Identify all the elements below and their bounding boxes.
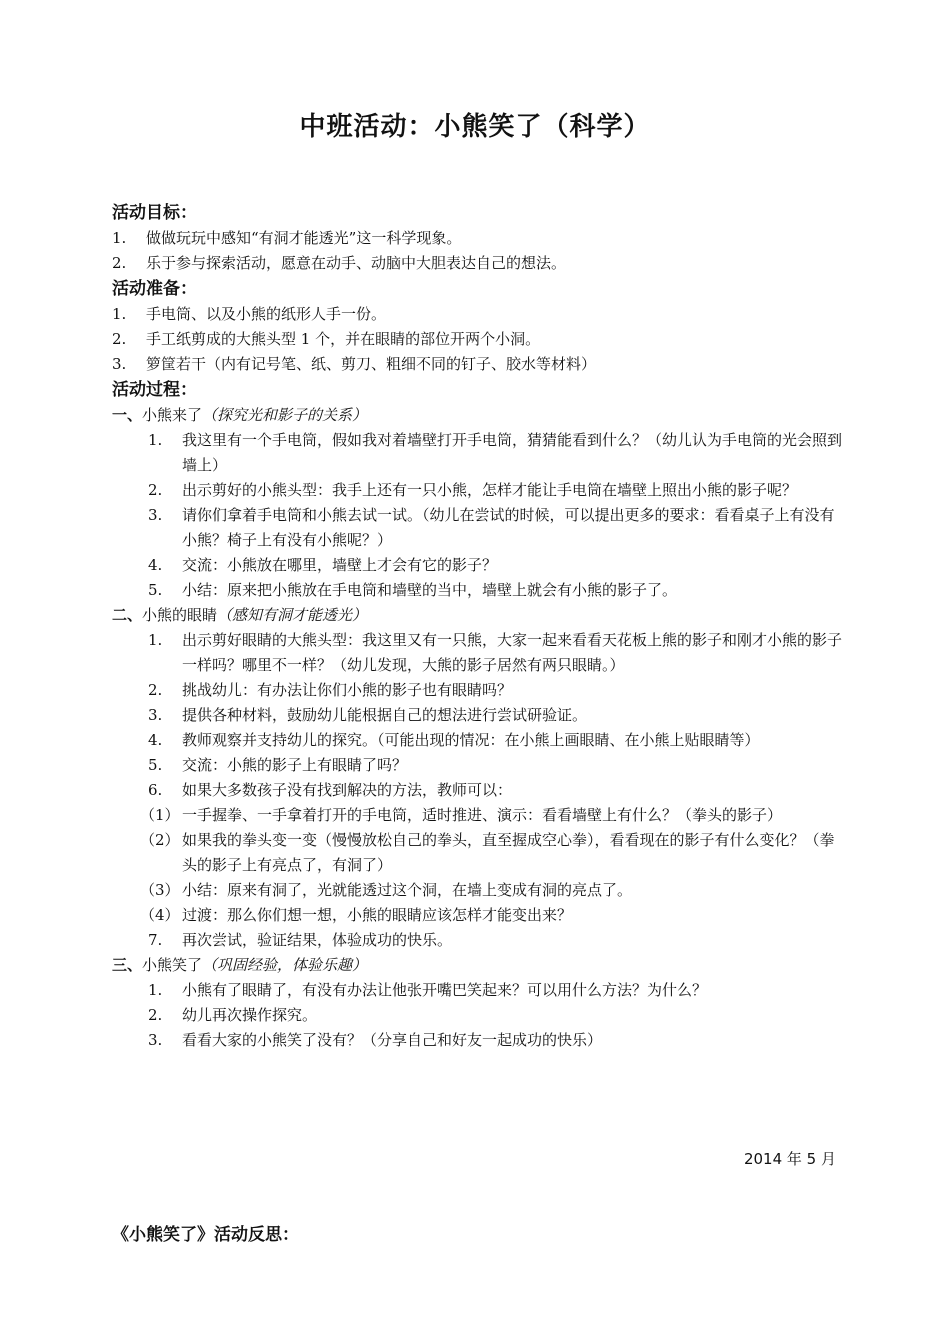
sub-list-item: [112, 828, 842, 878]
list-item-number: 5.: [148, 581, 163, 599]
prep-item-text: 手电筒、以及小熊的纸形人手一份。: [146, 305, 387, 323]
list-item: [112, 978, 842, 1003]
list-item: [112, 778, 842, 803]
list-item-number: 5.: [148, 756, 163, 774]
prep-item-number: 1.: [112, 305, 127, 323]
list-item-number: 1.: [148, 431, 163, 449]
prep-heading: 活动准备：: [112, 279, 197, 299]
document-body: [112, 200, 842, 1053]
prep-item-text: 箩筐若干（内有记号笔、纸、剪刀、粗细不同的钉子、胶水等材料）: [146, 355, 597, 373]
goal-item-number: 2.: [112, 254, 127, 272]
list-item-text: 提供各种材料，鼓励幼儿能根据自己的想法进行尝试研验证。: [182, 706, 588, 724]
list-item-number: 3.: [148, 706, 163, 724]
list-item: [112, 928, 842, 953]
prep-item-number: 3.: [112, 355, 127, 373]
sub-list-item-text: 过渡：那么你们想一想，小熊的眼睛应该怎样才能变出来？: [182, 906, 573, 924]
list-item: [112, 628, 842, 678]
list-item: [112, 1028, 842, 1053]
section-heading: [112, 603, 842, 628]
section-prefix: 一、: [112, 406, 143, 424]
list-item: [112, 728, 842, 753]
list-item: [112, 1003, 842, 1028]
prep-item: [112, 302, 842, 327]
section-hint: （探究光和影子的关系）: [202, 406, 368, 424]
section-prefix: 二、: [112, 606, 143, 624]
sub-list-item-text: 一手握拳、一手拿着打开的手电筒，适时推进、演示：看看墙壁上有什么？（拳头的影子）: [182, 806, 783, 824]
list-item-text: 小结：原来把小熊放在手电筒和墙壁的当中，墙壁上就会有小熊的影子了。: [182, 581, 678, 599]
list-item-text: 出示剪好的小熊头型：我手上还有一只小熊，怎样才能让手电筒在墙壁上照出小熊的影子呢？: [182, 481, 798, 499]
list-item-text: 出示剪好眼睛的大熊头型：我这里又有一只熊，大家一起来看看天花板上熊的影子和刚才小熊的影子一样吗？哪里不一样？（幼儿发现，大熊的影子居然有两只眼睛。）: [182, 631, 843, 674]
list-item-text: 看看大家的小熊笑了没有？（分享自己和好友一起成功的快乐）: [182, 1031, 603, 1049]
list-item-text: 幼儿再次操作探究。: [182, 1006, 318, 1024]
list-item: [112, 503, 842, 553]
section-title: 小熊笑了: [142, 956, 203, 974]
list-item: [112, 678, 842, 703]
prep-item: [112, 327, 842, 352]
sub-list-item-number: （1）: [140, 806, 180, 824]
list-item-number: 3.: [148, 1031, 163, 1049]
list-item-text: 挑战幼儿：有办法让你们小熊的影子也有眼睛吗？: [182, 681, 513, 699]
section-title: 小熊来了: [142, 406, 203, 424]
list-item-text: 交流：小熊的影子上有眼睛了吗？: [182, 756, 408, 774]
list-item-number: 4.: [148, 731, 163, 749]
list-item-number: 3.: [148, 506, 163, 524]
sub-list-item: [112, 803, 842, 828]
list-item: [112, 428, 842, 478]
list-item: [112, 753, 842, 778]
sub-list-item-number: （3）: [140, 881, 180, 899]
section-prefix: 三、: [112, 956, 143, 974]
page-title: 中班活动：小熊笑了（科学）: [299, 112, 651, 142]
process-heading: 活动过程：: [112, 380, 197, 400]
list-item-number: 1.: [148, 631, 163, 649]
section-heading: [112, 403, 842, 428]
list-item-text: 请你们拿着手电筒和小熊去试一试。（幼儿在尝试的时候，可以提出更多的要求：看看桌子上有没有小熊？椅子上有没有小熊呢？）: [182, 506, 835, 549]
sub-list-item-number: （4）: [140, 906, 180, 924]
goal-item-text: 乐于参与探索活动，愿意在动手、动脑中大胆表达自己的想法。: [146, 254, 567, 272]
prep-item-text: 手工纸剪成的大熊头型 1 个，并在眼睛的部位开两个小洞。: [146, 330, 541, 348]
document-date: 2014 年 5 月: [743, 1150, 836, 1168]
list-item: [112, 478, 842, 503]
sub-list-item: [112, 903, 842, 928]
reflection-heading: 《小熊笑了》活动反思：: [112, 1225, 299, 1245]
list-item-text: 小熊有了眼睛了，有没有办法让他张开嘴巴笑起来？可以用什么方法？为什么？: [182, 981, 708, 999]
sub-list-item-number: （2）: [140, 831, 180, 849]
list-item-number: 1.: [148, 981, 163, 999]
list-item-number: 4.: [148, 556, 163, 574]
list-item-number: 2.: [148, 481, 163, 499]
prep-item-number: 2.: [112, 330, 127, 348]
sub-list-item: [112, 878, 842, 903]
goal-item: [112, 251, 842, 276]
list-item-text: 交流：小熊放在哪里，墙壁上才会有它的影子？: [182, 556, 498, 574]
list-item: [112, 553, 842, 578]
list-item-text: 如果大多数孩子没有找到解决的方法，教师可以：: [182, 781, 513, 799]
list-item-number: 2.: [148, 1006, 163, 1024]
sub-list-item-text: 如果我的拳头变一变（慢慢放松自己的拳头，直至握成空心拳），看看现在的影子有什么变化？（拳头的影子上有亮点了，有洞了）: [182, 831, 835, 874]
list-item-text: 我这里有一个手电筒，假如我对着墙壁打开手电筒，猜猜能看到什么？（幼儿认为手电筒的光会照到墙上）: [182, 431, 843, 474]
section-hint: （感知有洞才能透光）: [217, 606, 368, 624]
sub-list-item-text: 小结：原来有洞了，光就能透过这个洞，在墙上变成有洞的亮点了。: [182, 881, 633, 899]
goal-item-number: 1.: [112, 229, 127, 247]
list-item-text: 教师观察并支持幼儿的探究。（可能出现的情况：在小熊上画眼睛、在小熊上贴眼睛等）: [182, 731, 760, 749]
list-item: [112, 703, 842, 728]
list-item-number: 2.: [148, 681, 163, 699]
list-item-number: 6.: [148, 781, 163, 799]
list-item-number: 7.: [148, 931, 163, 949]
list-item: [112, 578, 842, 603]
section-hint: （巩固经验，体验乐趣）: [202, 956, 368, 974]
goal-item-text: 做做玩玩中感知“有洞才能透光”这一科学现象。: [146, 229, 462, 247]
goals-heading: 活动目标：: [112, 203, 197, 223]
section-heading: [112, 953, 842, 978]
goal-item: [112, 226, 842, 251]
list-item-text: 再次尝试，验证结果，体验成功的快乐。: [182, 931, 453, 949]
prep-item: [112, 352, 842, 377]
section-title: 小熊的眼睛: [142, 606, 218, 624]
